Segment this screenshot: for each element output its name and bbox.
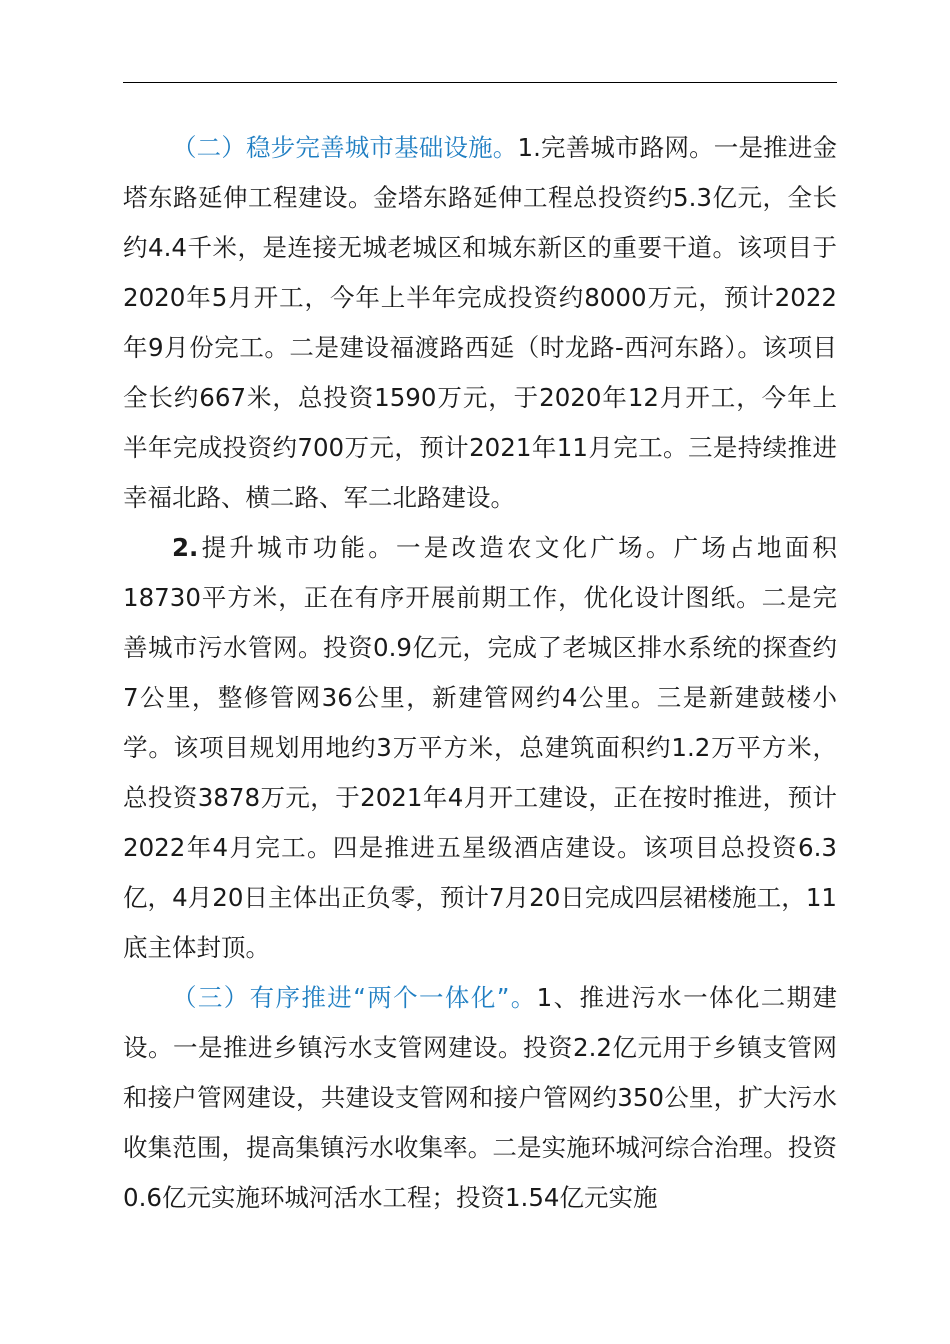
section-heading-three: （三）有序推进“两个一体化”。 — [172, 983, 537, 1012]
header-rule — [123, 82, 837, 83]
paragraph-text: 1.完善城市路网。一是推进金塔东路延伸工程建设。金塔东路延伸工程总投资约5.3亿元，全长约4.4千米，是连接无城老城区和城东新区的重要干道。该项目于2020年5月开工，今年上半年完成投资约8000万元，预计2022年9月份完工。二是建设福渡路西延（时龙路-西河东路）。该项目全长约667米，总投资1590万元，于2020年12月开工，今年上半年完成投资约700万元，预计2021年11月完工。三是持续推进幸福北路、横二路、军二北路建设。 — [123, 133, 838, 512]
paragraph-text: 提升城市功能。一是改造农文化广场。广场占地面积18730平方米，正在有序开展前期工作，优化设计图纸。二是完善城市污水管网。投资0.9亿元，完成了老城区排水系统的探查约7公里，整修管网36公里，新建管网约4公里。三是新建鼓楼小学。该项目规划用地约3万平方米，总建筑面积约1.2万平方米，总投资3878万元，于2021年4月开工建设，正在按时推进，预计2022年4月完工。四是推进五星级酒店建设。该项目总投资6.3亿，4月20日主体出正负零，预计7月20日完成四层裙楼施工，11底主体封顶。 — [123, 533, 837, 962]
paragraph-city-function — [123, 523, 837, 973]
paragraph-text: 1、推进污水一体化二期建设。一是推进乡镇污水支管网建设。投资2.2亿元用于乡镇支管网和接户管网建设，共建设支管网和接户管网约350公里，扩大污水收集范围，提高集镇污水收集率。二是实施环城河综合治理。投资0.6亿元实施环城河活水工程；投资1.54亿元实施 — [123, 983, 837, 1212]
paragraph-infrastructure — [123, 123, 837, 523]
item-number: 2. — [172, 533, 199, 562]
section-heading-two: （二）稳步完善城市基础设施。 — [172, 133, 518, 162]
document-body — [123, 123, 837, 1223]
paragraph-integration — [123, 973, 837, 1223]
